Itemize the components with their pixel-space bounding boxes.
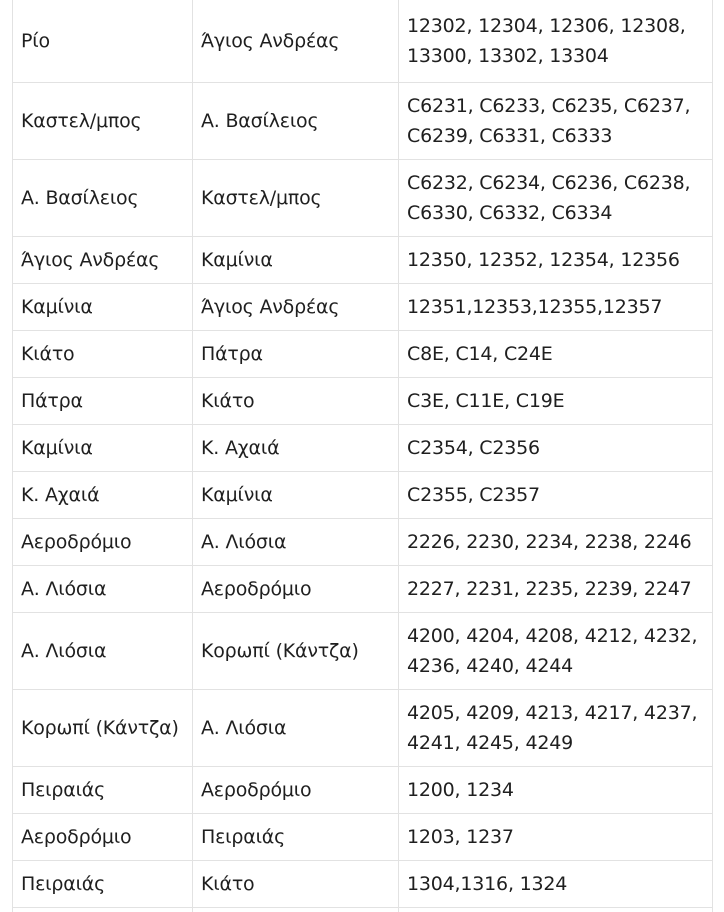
from-cell: Πειραιάς bbox=[13, 860, 193, 907]
to-cell: Κιάτο bbox=[193, 377, 399, 424]
trains-cell: 1203, 1237 bbox=[399, 813, 713, 860]
table-row bbox=[13, 330, 713, 377]
from-cell: Άγιος Ανδρέας bbox=[13, 236, 193, 283]
trains-cell: 12350, 12352, 12354, 12356 bbox=[399, 236, 713, 283]
to-cell: Καστελ/μπος bbox=[193, 159, 399, 236]
table-row bbox=[13, 377, 713, 424]
to-cell: Α. Λιόσια bbox=[193, 689, 399, 766]
trains-cell: C2355, C2357 bbox=[399, 471, 713, 518]
table-row bbox=[13, 766, 713, 813]
table-row-partial bbox=[13, 907, 713, 912]
from-cell: Ρίο bbox=[13, 0, 193, 82]
to-cell: Πάτρα bbox=[193, 330, 399, 377]
table-row bbox=[13, 82, 713, 159]
from-cell: Α. Βασίλειος bbox=[13, 159, 193, 236]
empty-cell bbox=[193, 907, 399, 912]
from-cell: Πειραιάς bbox=[13, 766, 193, 813]
trains-cell: 12302, 12304, 12306, 12308, 13300, 13302, 13304 bbox=[399, 0, 713, 82]
trains-cell: C2354, C2356 bbox=[399, 424, 713, 471]
table-row bbox=[13, 471, 713, 518]
from-cell: Πάτρα bbox=[13, 377, 193, 424]
to-cell: Καμίνια bbox=[193, 471, 399, 518]
to-cell: Κιάτο bbox=[193, 860, 399, 907]
to-cell: Α. Λιόσια bbox=[193, 518, 399, 565]
table-row bbox=[13, 813, 713, 860]
table-row bbox=[13, 612, 713, 689]
to-cell: Καμίνια bbox=[193, 236, 399, 283]
empty-cell bbox=[13, 907, 193, 912]
from-cell: Αεροδρόμιο bbox=[13, 813, 193, 860]
table-row bbox=[13, 565, 713, 612]
table-row bbox=[13, 0, 713, 82]
trains-cell: C6231, C6233, C6235, C6237, C6239, C6331, C6333 bbox=[399, 82, 713, 159]
to-cell: Κ. Αχαιά bbox=[193, 424, 399, 471]
from-cell: Κιάτο bbox=[13, 330, 193, 377]
table-row bbox=[13, 860, 713, 907]
from-cell: Α. Λιόσια bbox=[13, 612, 193, 689]
empty-cell bbox=[399, 907, 713, 912]
to-cell: Αεροδρόμιο bbox=[193, 565, 399, 612]
from-cell: Καμίνια bbox=[13, 424, 193, 471]
to-cell: Πειραιάς bbox=[193, 813, 399, 860]
to-cell: Κορωπί (Κάντζα) bbox=[193, 612, 399, 689]
table-row bbox=[13, 424, 713, 471]
to-cell: Α. Βασίλειος bbox=[193, 82, 399, 159]
trains-cell: C8E, C14, C24E bbox=[399, 330, 713, 377]
trains-cell: 2226, 2230, 2234, 2238, 2246 bbox=[399, 518, 713, 565]
table-row bbox=[13, 518, 713, 565]
to-cell: Άγιος Ανδρέας bbox=[193, 283, 399, 330]
trains-cell: C3E, C11E, C19E bbox=[399, 377, 713, 424]
from-cell: Κ. Αχαιά bbox=[13, 471, 193, 518]
trains-cell: C6232, C6234, C6236, C6238, C6330, C6332, C6334 bbox=[399, 159, 713, 236]
trains-cell: 1200, 1234 bbox=[399, 766, 713, 813]
from-cell: Καμίνια bbox=[13, 283, 193, 330]
routes-table bbox=[12, 0, 713, 912]
trains-cell: 4205, 4209, 4213, 4217, 4237, 4241, 4245, 4249 bbox=[399, 689, 713, 766]
from-cell: Κορωπί (Κάντζα) bbox=[13, 689, 193, 766]
table-row bbox=[13, 689, 713, 766]
to-cell: Άγιος Ανδρέας bbox=[193, 0, 399, 82]
from-cell: Αεροδρόμιο bbox=[13, 518, 193, 565]
trains-cell: 12351,12353,12355,12357 bbox=[399, 283, 713, 330]
trains-cell: 2227, 2231, 2235, 2239, 2247 bbox=[399, 565, 713, 612]
table-row bbox=[13, 159, 713, 236]
trains-cell: 4200, 4204, 4208, 4212, 4232, 4236, 4240, 4244 bbox=[399, 612, 713, 689]
routes-table-body bbox=[13, 0, 713, 912]
table-row bbox=[13, 283, 713, 330]
table-row bbox=[13, 236, 713, 283]
from-cell: Καστελ/μπος bbox=[13, 82, 193, 159]
from-cell: Α. Λιόσια bbox=[13, 565, 193, 612]
to-cell: Αεροδρόμιο bbox=[193, 766, 399, 813]
trains-cell: 1304,1316, 1324 bbox=[399, 860, 713, 907]
